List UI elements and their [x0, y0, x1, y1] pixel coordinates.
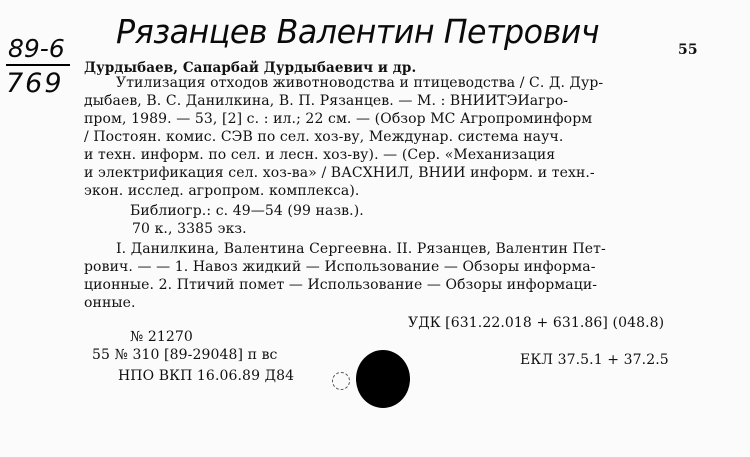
punched-hole-mark: [356, 350, 410, 408]
body-line: пром, 1989. — 53, [2] с. : ил.; 22 см. — (Обзор МС Агропроминформ: [84, 111, 593, 127]
handwritten-author-note: Рязанцев Валентин Петрович: [116, 12, 600, 51]
npo-line: НПО ВКП 16.06.89 Д84: [118, 368, 295, 384]
bibliography: Библиогр.: с. 49—54 (99 назв.).: [130, 203, 364, 219]
body-line: дыбаев, В. С. Данилкина, В. П. Рязанцев. — М. : ВНИИТЭИагро-: [84, 93, 569, 109]
main-heading: Дурдыбаев, Сапарбай Дурдыбаевич и др.: [84, 60, 417, 76]
udk-code: УДК [631.22.018 + 631.86] (048.8): [408, 315, 665, 331]
shelf-mark-bottom: 769: [6, 68, 64, 99]
body-line: и техн. информ. по сел. и лесн. хоз-ву). — (Сер. «Механизация: [84, 147, 556, 163]
order-line: 55 № 310 [89-29048] п вс: [92, 347, 278, 363]
shelf-mark-rule: [6, 64, 70, 66]
body-line: и электрификация сел. хоз-ва» / ВАСХНИЛ, ВНИИ информ. и техн.-: [84, 165, 595, 181]
ekl-code: ЕКЛ 37.5.1 + 37.2.5: [520, 352, 669, 368]
tracings-line: ционные. 2. Птичий помет — Использование — Обзоры информаци-: [84, 277, 598, 293]
body-line: экон. исслед. агропром. комплекса).: [84, 183, 360, 199]
tracings-line: I. Данилкина, Валентина Сергеевна. II. Рязанцев, Валентин Пет-: [116, 241, 606, 257]
copies: 70 к., 3385 экз.: [132, 221, 247, 237]
smudge-mark: [332, 372, 350, 390]
record-number: № 21270: [130, 329, 193, 345]
body-line: Утилизация отходов животноводства и птицеводства / С. Д. Дур-: [116, 75, 604, 91]
tracings-line: рович. — — 1. Навоз жидкий — Использование — Обзоры информа-: [84, 259, 596, 275]
shelf-mark-top: 89-6: [8, 34, 65, 63]
tracings-line: онные.: [84, 295, 136, 311]
body-line: / Постоян. комис. СЭВ по сел. хоз-ву, Междунар. система науч.: [84, 129, 564, 145]
card-number: 55: [678, 42, 698, 58]
